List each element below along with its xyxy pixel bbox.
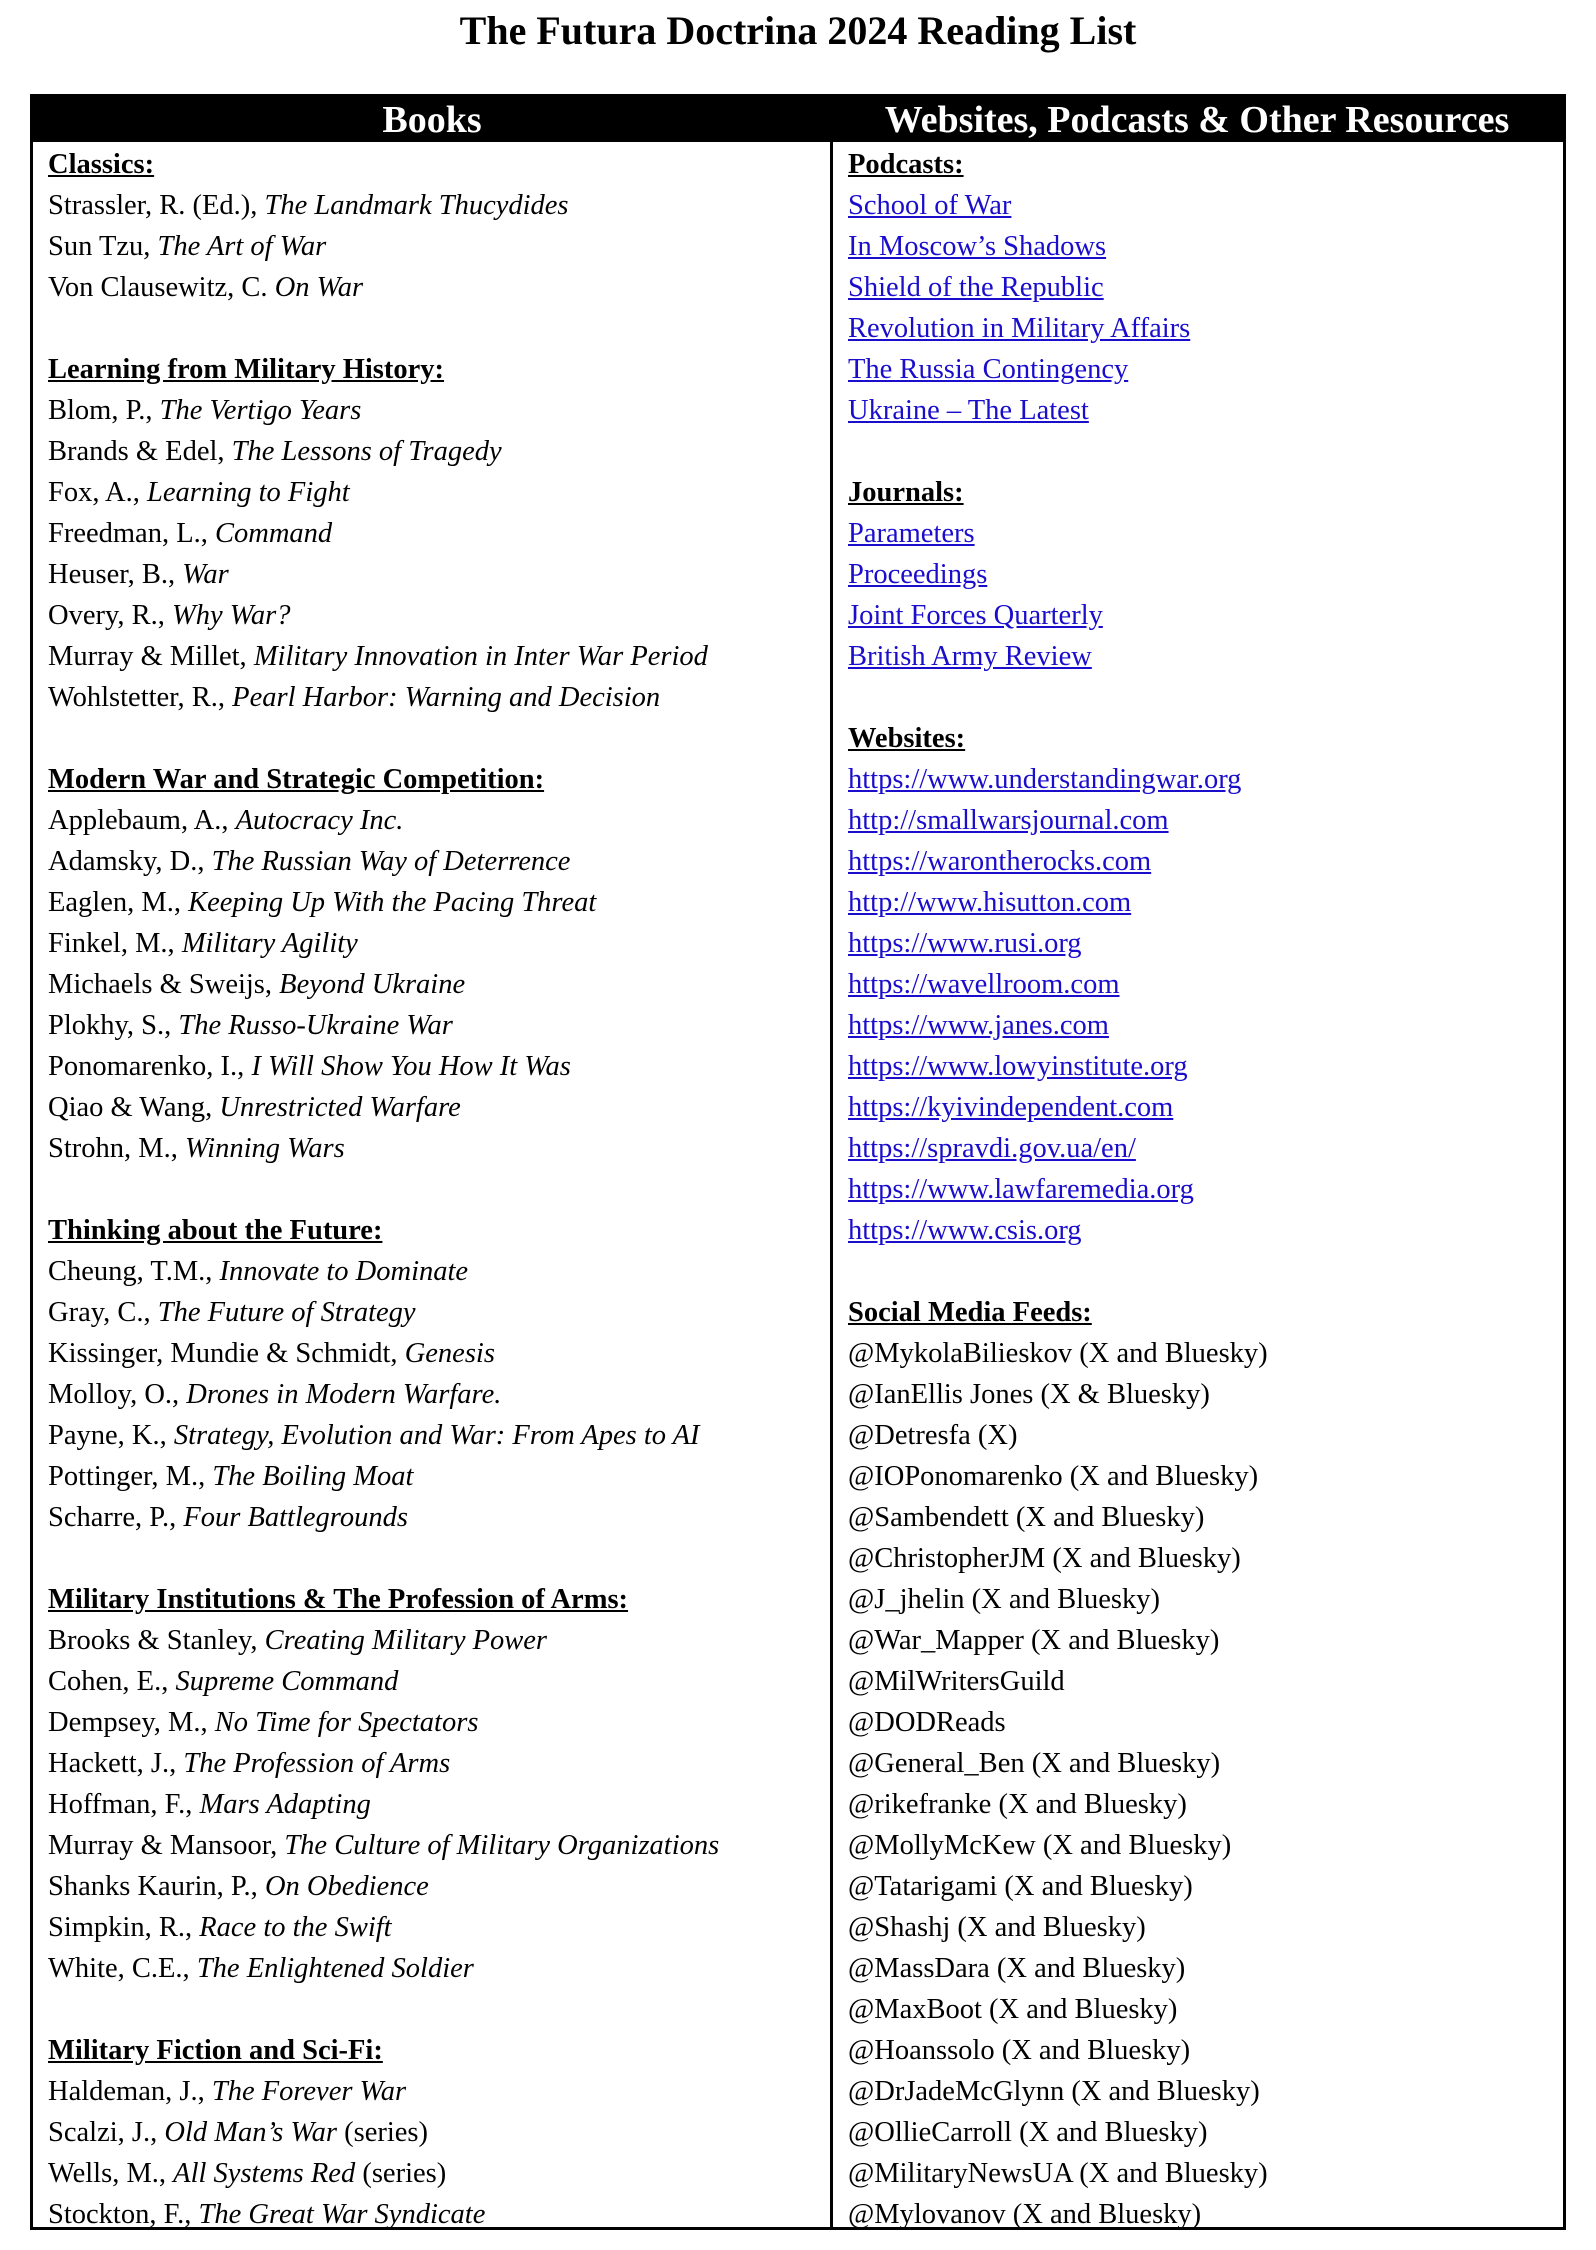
book-entry bbox=[48, 1497, 823, 1538]
book-entry bbox=[48, 1620, 823, 1661]
resource-entry bbox=[848, 1538, 1558, 1579]
social-handle: @OllieCarroll (X and Bluesky) bbox=[848, 2117, 1208, 2148]
resource-entry bbox=[848, 1169, 1558, 1210]
book-entry bbox=[48, 1702, 823, 1743]
resource-entry bbox=[848, 595, 1558, 636]
book-entry bbox=[48, 554, 823, 595]
book-author: Murray & Mansoor, bbox=[48, 1830, 285, 1861]
book-title: The Culture of Military Organizations bbox=[284, 1830, 720, 1861]
resource-entry bbox=[848, 513, 1558, 554]
book-title: Strategy, Evolution and War: From Apes to AI bbox=[173, 1420, 700, 1451]
book-author: Wells, M., bbox=[48, 2158, 174, 2189]
resource-link[interactable]: https://warontherocks.com bbox=[848, 846, 1152, 877]
resource-entry bbox=[848, 1046, 1558, 1087]
resource-entry bbox=[848, 964, 1558, 1005]
resource-entry bbox=[848, 390, 1558, 431]
book-title: Autocracy Inc. bbox=[235, 805, 404, 836]
book-title: Military Agility bbox=[181, 928, 358, 959]
book-entry bbox=[48, 800, 823, 841]
book-title: The Russo-Ukraine War bbox=[178, 1010, 453, 1041]
book-suffix: (series) bbox=[355, 2158, 447, 2189]
resource-entry bbox=[848, 2194, 1558, 2235]
resource-link[interactable]: Parameters bbox=[848, 518, 975, 549]
section-heading: Military Institutions & The Profession of Arms: bbox=[48, 1584, 629, 1615]
resource-entry bbox=[848, 1128, 1558, 1169]
resource-link[interactable]: http://smallwarsjournal.com bbox=[848, 805, 1169, 836]
books-column-header: Books bbox=[382, 99, 482, 141]
book-entry bbox=[48, 431, 823, 472]
book-title: Keeping Up With the Pacing Threat bbox=[188, 887, 597, 918]
book-entry bbox=[48, 226, 823, 267]
resource-entry bbox=[848, 267, 1558, 308]
social-handle: @General_Ben (X and Bluesky) bbox=[848, 1748, 1221, 1779]
book-author: Strassler, R. (Ed.), bbox=[48, 190, 265, 221]
book-entry bbox=[48, 513, 823, 554]
book-title: Mars Adapting bbox=[199, 1789, 371, 1820]
section-heading: Journals: bbox=[848, 477, 964, 508]
section-spacer bbox=[848, 431, 1558, 472]
book-author: Heuser, B., bbox=[48, 559, 183, 590]
book-author: Qiao & Wang, bbox=[48, 1092, 220, 1123]
resource-entry bbox=[848, 1702, 1558, 1743]
social-handle: @rikefranke (X and Bluesky) bbox=[848, 1789, 1187, 1820]
social-handle: @Shashj (X and Bluesky) bbox=[848, 1912, 1146, 1943]
resource-entry bbox=[848, 554, 1558, 595]
book-title: Unrestricted Warfare bbox=[219, 1092, 461, 1123]
book-entry bbox=[48, 2112, 823, 2153]
book-author: Adamsky, D., bbox=[48, 846, 212, 877]
section-spacer bbox=[48, 718, 823, 759]
book-entry bbox=[48, 2194, 823, 2235]
book-author: Gray, C., bbox=[48, 1297, 158, 1328]
resource-entry bbox=[848, 2030, 1558, 2071]
book-author: Haldeman, J., bbox=[48, 2076, 212, 2107]
resource-link[interactable]: https://www.janes.com bbox=[848, 1010, 1109, 1041]
book-title: Four Battlegrounds bbox=[183, 1502, 408, 1533]
book-title: Supreme Command bbox=[175, 1666, 399, 1697]
resource-link[interactable]: Proceedings bbox=[848, 559, 988, 590]
social-handle: @Mylovanov (X and Bluesky) bbox=[848, 2199, 1202, 2230]
book-title: Innovate to Dominate bbox=[219, 1256, 469, 1287]
resource-entry bbox=[848, 349, 1558, 390]
resource-entry bbox=[848, 1743, 1558, 1784]
book-entry bbox=[48, 185, 823, 226]
book-title: The Landmark Thucydides bbox=[264, 190, 569, 221]
resource-entry bbox=[848, 1784, 1558, 1825]
book-author: Pottinger, M., bbox=[48, 1461, 213, 1492]
resource-entry bbox=[848, 1087, 1558, 1128]
book-entry bbox=[48, 1046, 823, 1087]
book-entry bbox=[48, 1251, 823, 1292]
book-entry bbox=[48, 1456, 823, 1497]
book-suffix: (series) bbox=[336, 2117, 428, 2148]
social-handle: @MykolaBilieskov (X and Bluesky) bbox=[848, 1338, 1268, 1369]
book-author: Cheung, T.M., bbox=[48, 1256, 220, 1287]
book-title: The Future of Strategy bbox=[157, 1297, 416, 1328]
book-author: Ponomarenko, I., bbox=[48, 1051, 252, 1082]
book-entry bbox=[48, 1415, 823, 1456]
book-title: The Great War Syndicate bbox=[198, 2199, 486, 2230]
resource-entry bbox=[848, 1374, 1558, 1415]
social-handle: @Sambendett (X and Bluesky) bbox=[848, 1502, 1205, 1533]
social-handle: @MilWritersGuild bbox=[848, 1666, 1065, 1697]
resource-entry bbox=[848, 1866, 1558, 1907]
book-title: Old Man’s War bbox=[164, 2117, 337, 2148]
book-entry bbox=[48, 1005, 823, 1046]
book-entry bbox=[48, 636, 823, 677]
book-author: Payne, K., bbox=[48, 1420, 174, 1451]
resource-link[interactable]: https://www.csis.org bbox=[848, 1215, 1082, 1246]
table-header bbox=[33, 97, 1563, 142]
book-author: White, C.E., bbox=[48, 1953, 197, 1984]
book-title: Command bbox=[215, 518, 333, 549]
resource-entry bbox=[848, 1907, 1558, 1948]
book-author: Hackett, J., bbox=[48, 1748, 184, 1779]
book-entry bbox=[48, 1948, 823, 1989]
resource-link[interactable]: Revolution in Military Affairs bbox=[848, 313, 1191, 344]
resource-entry bbox=[848, 1620, 1558, 1661]
social-handle: @MilitaryNewsUA (X and Bluesky) bbox=[848, 2158, 1268, 2189]
resource-entry bbox=[848, 923, 1558, 964]
social-handle: @DrJadeMcGlynn (X and Bluesky) bbox=[848, 2076, 1260, 2107]
book-title: Beyond Ukraine bbox=[279, 969, 466, 1000]
resource-link[interactable]: School of War bbox=[848, 190, 1012, 221]
resource-link[interactable]: Shield of the Republic bbox=[848, 272, 1104, 303]
book-title: Drones in Modern Warfare. bbox=[186, 1379, 502, 1410]
book-author: Blom, P., bbox=[48, 395, 160, 426]
book-title: The Vertigo Years bbox=[159, 395, 362, 426]
social-handle: @Detresfa (X) bbox=[848, 1420, 1018, 1451]
book-title: I Will Show You How It Was bbox=[251, 1051, 571, 1082]
book-entry bbox=[48, 1333, 823, 1374]
resource-link[interactable]: http://www.hisutton.com bbox=[848, 887, 1132, 918]
reading-list-table bbox=[30, 94, 1566, 2230]
book-author: Brands & Edel, bbox=[48, 436, 232, 467]
book-title: Pearl Harbor: Warning and Decision bbox=[232, 682, 661, 713]
resource-entry bbox=[848, 759, 1558, 800]
book-entry bbox=[48, 390, 823, 431]
book-author: Molloy, O., bbox=[48, 1379, 187, 1410]
book-entry bbox=[48, 472, 823, 513]
resource-link[interactable]: https://kyivindependent.com bbox=[848, 1092, 1174, 1123]
book-author: Eaglen, M., bbox=[48, 887, 189, 918]
social-handle: @Tatarigami (X and Bluesky) bbox=[848, 1871, 1193, 1902]
book-entry bbox=[48, 1374, 823, 1415]
book-author: Shanks Kaurin, P., bbox=[48, 1871, 265, 1902]
book-author: Finkel, M., bbox=[48, 928, 182, 959]
book-author: Strohn, M., bbox=[48, 1133, 185, 1164]
book-author: Overy, R., bbox=[48, 600, 173, 631]
resource-entry bbox=[848, 1456, 1558, 1497]
resource-entry bbox=[848, 1989, 1558, 2030]
book-author: Cohen, E., bbox=[48, 1666, 176, 1697]
book-entry bbox=[48, 1292, 823, 1333]
book-title: The Lessons of Tragedy bbox=[231, 436, 502, 467]
book-entry bbox=[48, 882, 823, 923]
book-entry bbox=[48, 2071, 823, 2112]
social-handle: @J_jhelin (X and Bluesky) bbox=[848, 1584, 1160, 1615]
section-heading: Military Fiction and Sci-Fi: bbox=[48, 2035, 383, 2066]
book-title: Why War? bbox=[172, 600, 291, 631]
social-handle: @ChristopherJM (X and Bluesky) bbox=[848, 1543, 1241, 1574]
book-title: Race to the Swift bbox=[199, 1912, 392, 1943]
resource-link[interactable]: In Moscow’s Shadows bbox=[848, 231, 1107, 262]
book-author: Von Clausewitz, C. bbox=[48, 272, 275, 303]
book-title: Creating Military Power bbox=[264, 1625, 547, 1656]
section-spacer bbox=[48, 308, 823, 349]
resource-link[interactable]: https://spravdi.gov.ua/en/ bbox=[848, 1133, 1136, 1164]
book-author: Brooks & Stanley, bbox=[48, 1625, 265, 1656]
social-handle: @MaxBoot (X and Bluesky) bbox=[848, 1994, 1178, 2025]
book-title: The Profession of Arms bbox=[183, 1748, 451, 1779]
book-entry bbox=[48, 1743, 823, 1784]
resource-entry bbox=[848, 308, 1558, 349]
book-author: Plokhy, S., bbox=[48, 1010, 179, 1041]
book-entry bbox=[48, 841, 823, 882]
resource-link[interactable]: Joint Forces Quarterly bbox=[848, 600, 1103, 631]
book-author: Wohlstetter, R., bbox=[48, 682, 233, 713]
resource-entry bbox=[848, 1661, 1558, 1702]
resource-entry bbox=[848, 2153, 1558, 2194]
section-heading: Learning from Military History: bbox=[48, 354, 445, 385]
section-spacer bbox=[848, 677, 1558, 718]
resource-link[interactable]: Ukraine – The Latest bbox=[848, 395, 1089, 426]
book-title: War bbox=[182, 559, 229, 590]
book-entry bbox=[48, 267, 823, 308]
resource-entry bbox=[848, 2112, 1558, 2153]
book-entry bbox=[48, 1907, 823, 1948]
book-title: The Forever War bbox=[211, 2076, 407, 2107]
book-title: Military Innovation in Inter War Period bbox=[253, 641, 708, 672]
book-author: Kissinger, Mundie & Schmidt, bbox=[48, 1338, 405, 1369]
book-author: Scharre, P., bbox=[48, 1502, 184, 1533]
section-heading: Social Media Feeds: bbox=[848, 1297, 1092, 1328]
book-title: The Russian Way of Deterrence bbox=[211, 846, 571, 877]
section-spacer bbox=[848, 1251, 1558, 1292]
book-author: Freedman, L., bbox=[48, 518, 215, 549]
social-handle: @IanEllis Jones (X & Bluesky) bbox=[848, 1379, 1210, 1410]
resource-entry bbox=[848, 800, 1558, 841]
resource-entry bbox=[848, 1579, 1558, 1620]
book-author: Murray & Millet, bbox=[48, 641, 254, 672]
book-entry bbox=[48, 1866, 823, 1907]
book-title: On Obedience bbox=[264, 1871, 429, 1902]
book-entry bbox=[48, 1128, 823, 1169]
social-handle: @DODReads bbox=[848, 1707, 1006, 1738]
resource-link[interactable]: British Army Review bbox=[848, 641, 1092, 672]
book-author: Applebaum, A., bbox=[48, 805, 236, 836]
book-entry bbox=[48, 964, 823, 1005]
book-author: Stockton, F., bbox=[48, 2199, 199, 2230]
book-title: The Art of War bbox=[157, 231, 327, 262]
book-title: Winning Wars bbox=[184, 1133, 345, 1164]
social-handle: @MassDara (X and Bluesky) bbox=[848, 1953, 1186, 1984]
resource-link[interactable]: https://www.rusi.org bbox=[848, 928, 1082, 959]
book-title: Genesis bbox=[404, 1338, 495, 1369]
resource-entry bbox=[848, 226, 1558, 267]
book-author: Hoffman, F., bbox=[48, 1789, 200, 1820]
resources-column-header: Websites, Podcasts & Other Resources bbox=[884, 99, 1510, 141]
book-entry bbox=[48, 1087, 823, 1128]
book-entry bbox=[48, 677, 823, 718]
section-heading: Classics: bbox=[48, 149, 155, 180]
column-divider bbox=[830, 142, 833, 2227]
book-author: Sun Tzu, bbox=[48, 231, 158, 262]
resource-link[interactable]: https://www.lawfaremedia.org bbox=[848, 1174, 1194, 1205]
section-spacer bbox=[48, 1989, 823, 2030]
social-handle: @IOPonomarenko (X and Bluesky) bbox=[848, 1461, 1259, 1492]
section-spacer bbox=[48, 1169, 823, 1210]
book-title: All Systems Red bbox=[173, 2158, 356, 2189]
book-title: On War bbox=[274, 272, 364, 303]
book-author: Michaels & Sweijs, bbox=[48, 969, 280, 1000]
section-spacer bbox=[48, 1538, 823, 1579]
resource-link[interactable]: https://www.understandingwar.org bbox=[848, 764, 1242, 795]
book-author: Simpkin, R., bbox=[48, 1912, 200, 1943]
section-heading: Podcasts: bbox=[848, 149, 964, 180]
resource-entry bbox=[848, 1825, 1558, 1866]
resource-entry bbox=[848, 185, 1558, 226]
book-author: Fox, A., bbox=[48, 477, 147, 508]
section-heading: Modern War and Strategic Competition: bbox=[48, 764, 545, 795]
social-handle: @Hoanssolo (X and Bluesky) bbox=[848, 2035, 1191, 2066]
resource-link[interactable]: https://www.lowyinstitute.org bbox=[848, 1051, 1188, 1082]
book-entry bbox=[48, 923, 823, 964]
book-entry bbox=[48, 1784, 823, 1825]
book-author: Scalzi, J., bbox=[48, 2117, 165, 2148]
section-heading: Thinking about the Future: bbox=[48, 1215, 383, 1246]
resource-entry bbox=[848, 1948, 1558, 1989]
book-title: Learning to Fight bbox=[147, 477, 350, 508]
resource-link[interactable]: The Russia Contingency bbox=[848, 354, 1129, 385]
resource-entry bbox=[848, 1415, 1558, 1456]
book-entry bbox=[48, 1661, 823, 1702]
resource-entry bbox=[848, 1333, 1558, 1374]
book-title: The Enlightened Soldier bbox=[196, 1953, 474, 1984]
resource-entry bbox=[848, 1497, 1558, 1538]
resource-link[interactable]: https://wavellroom.com bbox=[848, 969, 1120, 1000]
book-title: No Time for Spectators bbox=[214, 1707, 479, 1738]
book-entry bbox=[48, 595, 823, 636]
resource-entry bbox=[848, 2071, 1558, 2112]
resource-entry bbox=[848, 882, 1558, 923]
books-column bbox=[48, 144, 823, 2235]
social-handle: @War_Mapper (X and Bluesky) bbox=[848, 1625, 1220, 1656]
section-heading: Websites: bbox=[848, 723, 966, 754]
resource-entry bbox=[848, 1005, 1558, 1046]
social-handle: @MollyMcKew (X and Bluesky) bbox=[848, 1830, 1232, 1861]
book-entry bbox=[48, 2153, 823, 2194]
book-entry bbox=[48, 1825, 823, 1866]
resource-entry bbox=[848, 1210, 1558, 1251]
resource-entry bbox=[848, 841, 1558, 882]
resources-column bbox=[848, 144, 1558, 2235]
book-author: Dempsey, M., bbox=[48, 1707, 215, 1738]
page-title: The Futura Doctrina 2024 Reading List bbox=[459, 8, 1137, 53]
book-title: The Boiling Moat bbox=[212, 1461, 414, 1492]
resource-entry bbox=[848, 636, 1558, 677]
